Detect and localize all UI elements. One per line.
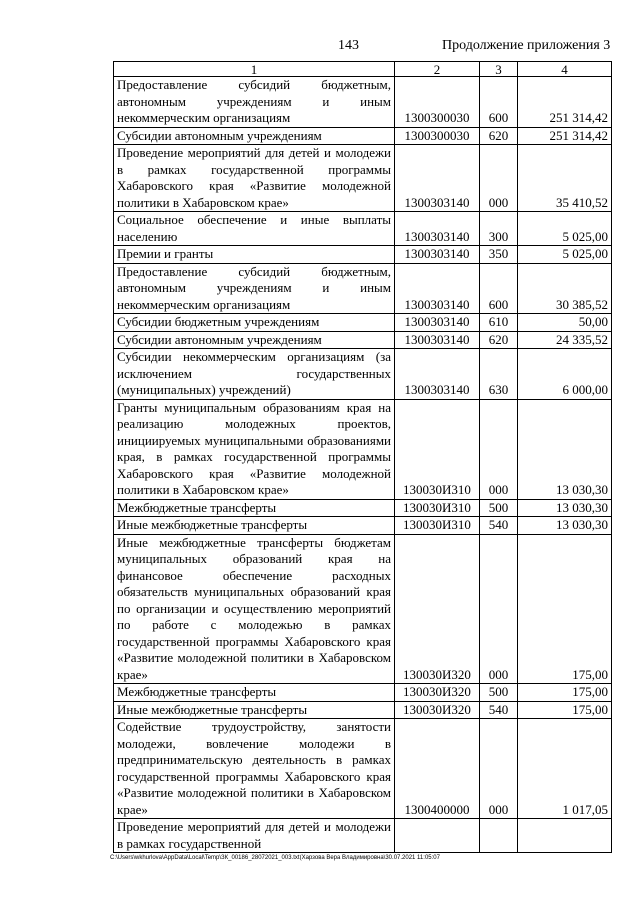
table-row — [114, 499, 612, 517]
row-expense-type: 620 — [480, 331, 518, 349]
row-expense-type: 000 — [480, 399, 518, 499]
row-name: Иные межбюджетные трансферты — [114, 517, 395, 535]
row-amount: 175,00 — [518, 684, 612, 702]
row-name: Предоставление субсидий бюджетным, автономным учреждениям и иным некоммерческим организациям — [114, 77, 395, 128]
row-code: 130030И320 — [395, 534, 480, 684]
header-row — [114, 62, 612, 77]
row-expense-type: 610 — [480, 314, 518, 332]
table-row — [114, 127, 612, 145]
row-name: Содействие трудоустройству, занятости молодежи, вовлечение молодежи в предпринимательскую деятельность в рамках государственной программы Хабаровского края «Развитие молодежной политики в Хабаровском крае» — [114, 719, 395, 819]
row-code: 1300303140 — [395, 263, 480, 314]
row-expense-type: 500 — [480, 499, 518, 517]
row-code: 130030И310 — [395, 499, 480, 517]
row-expense-type — [480, 819, 518, 853]
row-amount: 13 030,30 — [518, 399, 612, 499]
row-amount: 30 385,52 — [518, 263, 612, 314]
table-row — [114, 314, 612, 332]
table-row — [114, 145, 612, 212]
row-amount: 6 000,00 — [518, 349, 612, 400]
row-code: 1300303140 — [395, 212, 480, 246]
table-row — [114, 246, 612, 264]
row-expense-type: 540 — [480, 517, 518, 535]
row-name: Предоставление субсидий бюджетным, автономным учреждениям и иным некоммерческим организациям — [114, 263, 395, 314]
budget-table — [113, 61, 612, 853]
column-header-2: 2 — [395, 62, 480, 77]
row-code: 130030И310 — [395, 399, 480, 499]
table-row — [114, 719, 612, 819]
row-amount: 13 030,30 — [518, 517, 612, 535]
row-amount: 5 025,00 — [518, 246, 612, 264]
row-code: 1300303140 — [395, 331, 480, 349]
row-expense-type: 300 — [480, 212, 518, 246]
row-name: Проведение мероприятий для детей и молодежи в рамках государственной — [114, 819, 395, 853]
table-row — [114, 517, 612, 535]
table-row — [114, 331, 612, 349]
row-name: Гранты муниципальным образованиям края на реализацию молодежных проектов, инициируемых муниципальными образованиями края, в рамках государственной программы Хабаровского края «Развитие молодежной политики в Хабаровском крае» — [114, 399, 395, 499]
row-name: Субсидии некоммерческим организациям (за исключением государственных (муниципальных) учреждений) — [114, 349, 395, 400]
row-name: Межбюджетные трансферты — [114, 499, 395, 517]
table-row — [114, 212, 612, 246]
table-row — [114, 77, 612, 128]
row-expense-type: 000 — [480, 145, 518, 212]
row-amount: 13 030,30 — [518, 499, 612, 517]
row-expense-type: 540 — [480, 701, 518, 719]
row-expense-type: 600 — [480, 77, 518, 128]
column-header-1: 1 — [114, 62, 395, 77]
row-amount: 251 314,42 — [518, 77, 612, 128]
row-name: Субсидии автономным учреждениям — [114, 127, 395, 145]
row-amount: 1 017,05 — [518, 719, 612, 819]
table-row — [114, 399, 612, 499]
table-row — [114, 349, 612, 400]
row-expense-type: 350 — [480, 246, 518, 264]
row-name: Премии и гранты — [114, 246, 395, 264]
row-expense-type: 500 — [480, 684, 518, 702]
row-amount: 251 314,42 — [518, 127, 612, 145]
table-row — [114, 534, 612, 684]
continuation-label: Продолжение приложения 3 — [442, 38, 611, 53]
row-code: 1300300030 — [395, 127, 480, 145]
row-code: 1300303140 — [395, 246, 480, 264]
row-amount: 50,00 — [518, 314, 612, 332]
row-code: 130030И310 — [395, 517, 480, 535]
row-amount: 5 025,00 — [518, 212, 612, 246]
row-name: Межбюджетные трансферты — [114, 684, 395, 702]
row-name: Иные межбюджетные трансферты бюджетам муниципальных образований края на финансовое обеспечение расходных обязательств муниципальных образований края по организации и осуществлению мероприятий по работе с молодежью в рамках государственной программы Хабаровского края «Развитие молодежной политики в Хабаровском крае» — [114, 534, 395, 684]
table-row — [114, 701, 612, 719]
row-code: 1300303140 — [395, 145, 480, 212]
row-name: Субсидии автономным учреждениям — [114, 331, 395, 349]
row-expense-type: 000 — [480, 719, 518, 819]
row-name: Социальное обеспечение и иные выплаты населению — [114, 212, 395, 246]
row-code: 1300400000 — [395, 719, 480, 819]
row-code: 1300303140 — [395, 314, 480, 332]
table-body — [114, 77, 612, 853]
column-header-4: 4 — [518, 62, 612, 77]
table-row — [114, 263, 612, 314]
row-code: 130030И320 — [395, 684, 480, 702]
row-code: 130030И320 — [395, 701, 480, 719]
row-expense-type: 000 — [480, 534, 518, 684]
row-name: Субсидии бюджетным учреждениям — [114, 314, 395, 332]
row-code: 1300300030 — [395, 77, 480, 128]
page-number: 143 — [338, 38, 359, 53]
row-expense-type: 600 — [480, 263, 518, 314]
table-row — [114, 684, 612, 702]
column-header-3: 3 — [480, 62, 518, 77]
row-code: 1300303140 — [395, 349, 480, 400]
row-amount: 175,00 — [518, 534, 612, 684]
row-amount: 35 410,52 — [518, 145, 612, 212]
row-name: Иные межбюджетные трансферты — [114, 701, 395, 719]
row-amount: 24 335,52 — [518, 331, 612, 349]
table-row — [114, 819, 612, 853]
row-amount — [518, 819, 612, 853]
row-expense-type: 630 — [480, 349, 518, 400]
footer-path: C:\Users\wkhurlova\AppData\Local\Temp\ЗК_00186_28072021_003.txt(Харзова Вера Владимировна\30.07.2021 11:05:07 — [110, 855, 440, 861]
row-amount: 175,00 — [518, 701, 612, 719]
row-code — [395, 819, 480, 853]
row-name: Проведение мероприятий для детей и молодежи в рамках государственной программы Хабаровского края «Развитие молодежной политики в Хабаровском крае» — [114, 145, 395, 212]
row-expense-type: 620 — [480, 127, 518, 145]
